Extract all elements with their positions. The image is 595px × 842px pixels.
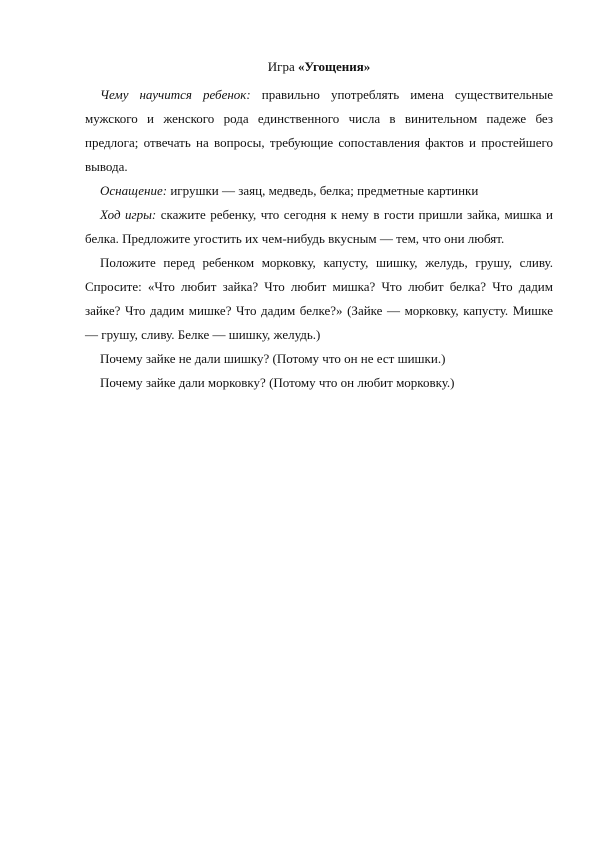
paragraph-text: правильно употреблять имена существительные мужского и женского рода единственного числа в винительном падеже без предлога; отвечать на вопросы, требующие сопоставления фактов и простейшего вывода. (85, 87, 553, 174)
title-game-name: «Угощения» (297, 59, 371, 74)
paragraph-text: Почему зайке дали морковку? (Потому что он любит морковку.) (100, 375, 455, 390)
paragraph-equipment (85, 179, 553, 203)
paragraph-text: скажите ребенку, что сегодня к нему в гости пришли зайка, мишка и белка. Предложите угостить их чем-нибудь вкусным — тем, что они любят. (85, 207, 553, 246)
title-prefix: Игра (267, 59, 298, 74)
paragraph-question-2 (85, 371, 553, 395)
paragraph-label: Ход игры: (100, 207, 157, 222)
paragraph-instructions (85, 251, 553, 347)
paragraph-question-1 (85, 347, 553, 371)
paragraph-game-procedure (85, 203, 553, 251)
paragraph-text: Положите перед ребенком морковку, капусту, шишку, желудь, грушу, сливу. Спросите: «Что любит зайка? Что любит мишка? Что любит белка? Что дадим зайке? Что дадим мишке? Что дадим белке?» (Зайке — морковку, капусту. Мишке — грушу, сливу. Белке — шишку, желудь.) (85, 255, 553, 342)
paragraph-label: Чему научится ребенок: (100, 87, 251, 102)
paragraph-text: игрушки — заяц, медведь, белка; предметные картинки (167, 183, 479, 198)
paragraph-text: Почему зайке не дали шишку? (Потому что он не ест шишки.) (100, 351, 446, 366)
document-page (85, 55, 553, 395)
paragraph-label: Оснащение: (100, 183, 168, 198)
paragraph-learning-goal (85, 83, 553, 179)
page-title (85, 55, 553, 79)
